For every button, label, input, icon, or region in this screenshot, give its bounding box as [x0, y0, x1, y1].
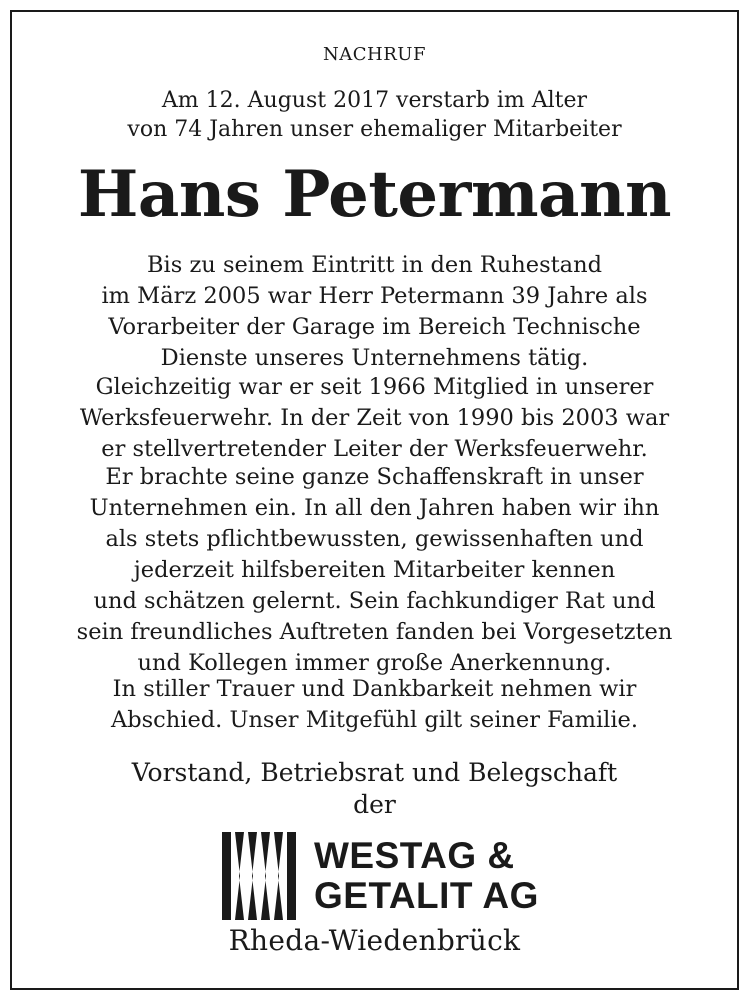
text-line: und Kollegen immer große Anerkennung.	[137, 650, 612, 676]
text-line: Unternehmen ein. In all den Jahren haben wir ihn	[89, 495, 660, 521]
text-line: In stiller Trauer und Dankbarkeit nehmen wir	[112, 676, 637, 702]
intro-text	[0, 86, 749, 144]
heading-nachruf: NACHRUF	[323, 44, 426, 65]
logo-line-2: GETALIT AG	[314, 875, 539, 916]
text-line: als stets pflichtbewussten, gewissenhaften und	[105, 526, 644, 552]
text-line: Vorarbeiter der Garage im Bereich Technische	[108, 314, 641, 340]
paragraph-farewell	[0, 674, 749, 736]
text-line: sein freundliches Auftreten fanden bei Vorgesetzten	[76, 619, 673, 645]
text-line: Bis zu seinem Eintritt in den Ruhestand	[147, 252, 602, 278]
text-line: jederzeit hilfsbereiten Mitarbeiter kennen	[133, 557, 616, 583]
signature-line: Vorstand, Betriebsrat und Belegschaft	[131, 758, 618, 787]
logo-line-1: WESTAG &	[314, 835, 515, 876]
text-line: Abschied. Unser Mitgefühl gilt seiner Familie.	[110, 707, 639, 733]
westag-bars-logo-icon	[222, 832, 296, 920]
text-line: Dienste unseres Unternehmens tätig.	[160, 345, 589, 371]
signature-block	[0, 757, 749, 821]
text-line: und schätzen gelernt. Sein fachkundiger Rat und	[93, 588, 656, 614]
text-line: er stellvertretender Leiter der Werksfeuerwehr.	[101, 436, 648, 462]
company-logo	[222, 832, 539, 922]
paragraph-fire-brigade	[0, 372, 749, 465]
text-line: im März 2005 war Herr Petermann 39 Jahre als	[101, 283, 648, 309]
paragraph-tribute	[0, 462, 749, 679]
intro-line: von 74 Jahren unser ehemaliger Mitarbeiter	[127, 117, 622, 142]
company-logo-wordmark	[314, 836, 539, 916]
paragraph-career	[0, 250, 749, 374]
intro-line: Am 12. August 2017 verstarb im Alter	[161, 88, 588, 113]
text-line: Werksfeuerwehr. In der Zeit von 1990 bis 2003 war	[79, 405, 670, 431]
deceased-name: Hans Petermann	[77, 157, 672, 232]
text-line: Er brachte seine ganze Schaffenskraft in unser	[105, 464, 644, 490]
company-location: Rheda-Wiedenbrück	[228, 924, 521, 957]
signature-line: der	[353, 790, 396, 819]
text-line: Gleichzeitig war er seit 1966 Mitglied in unserer	[95, 374, 654, 400]
